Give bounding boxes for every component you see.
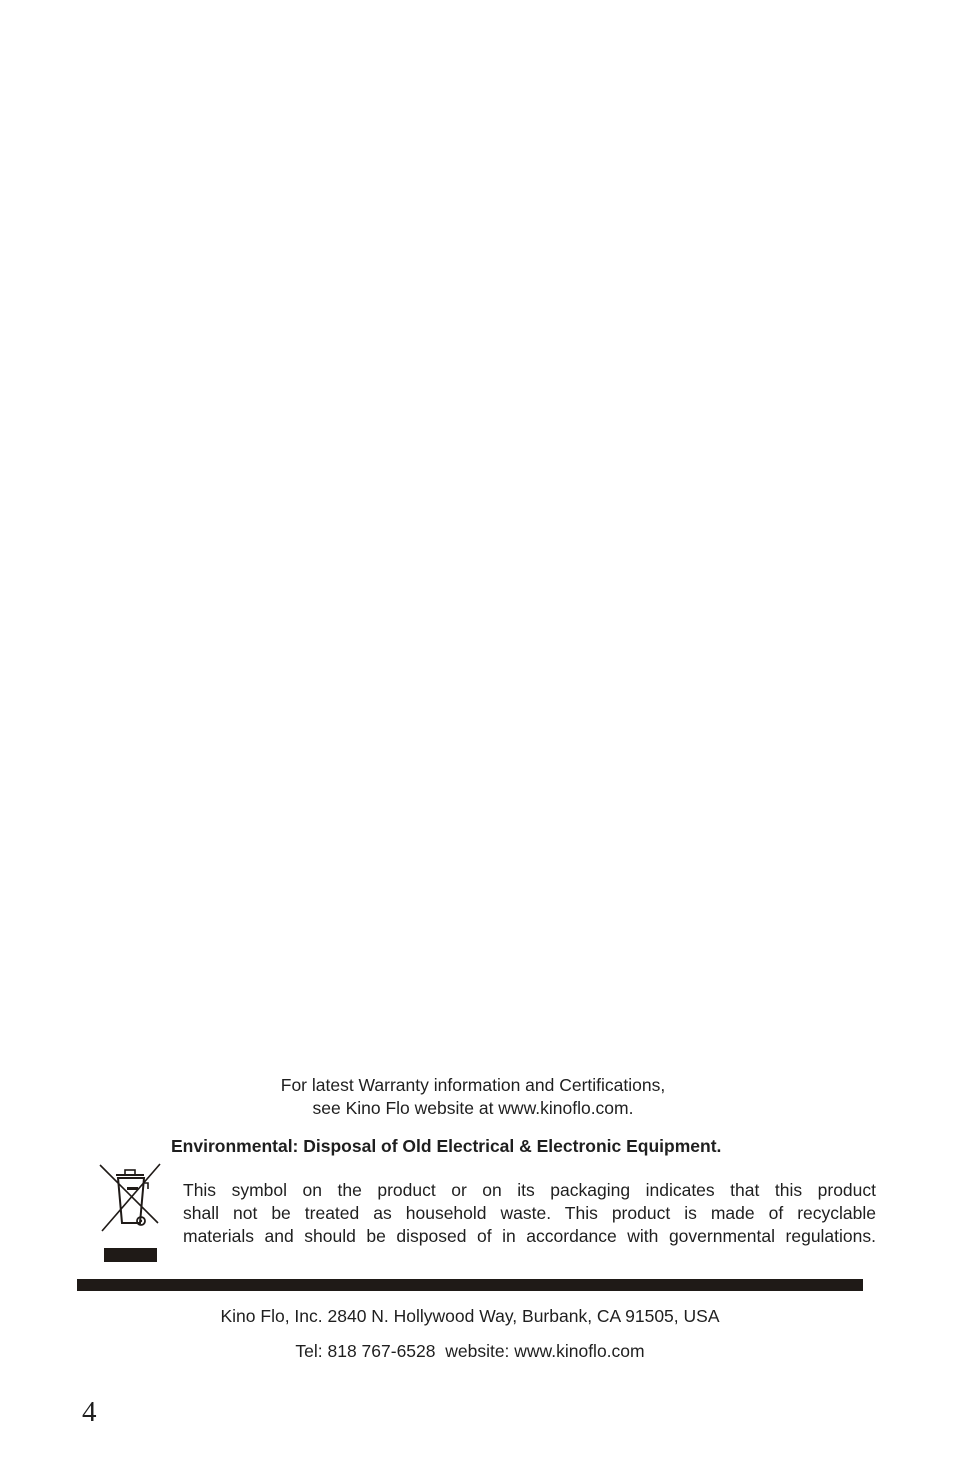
environmental-body bbox=[183, 1179, 876, 1248]
environmental-body-line-2: shall not be treated as household waste. This product is made of recyclable bbox=[183, 1203, 876, 1223]
warranty-line-1: For latest Warranty information and Certifications, bbox=[280, 1075, 666, 1095]
environmental-body-line-1: This symbol on the product or on its packaging indicates that this product bbox=[183, 1180, 876, 1200]
crossed-out-wheelie-bin-icon bbox=[96, 1161, 164, 1265]
warranty-notice bbox=[0, 1074, 946, 1120]
page-number: 4 bbox=[82, 1396, 97, 1428]
company-contact: Tel: 818 767-6528 website: www.kinoflo.com bbox=[295, 1341, 645, 1361]
footer-divider bbox=[77, 1279, 863, 1291]
company-address: Kino Flo, Inc. 2840 N. Hollywood Way, Burbank, CA 91505, USA bbox=[220, 1306, 720, 1326]
environmental-heading: Environmental: Disposal of Old Electrical & Electronic Equipment. bbox=[171, 1136, 722, 1156]
environmental-body-line-3: materials and should be disposed of in accordance with governmental regulations. bbox=[183, 1226, 876, 1246]
warranty-line-2: see Kino Flo website at www.kinoflo.com. bbox=[312, 1098, 634, 1118]
